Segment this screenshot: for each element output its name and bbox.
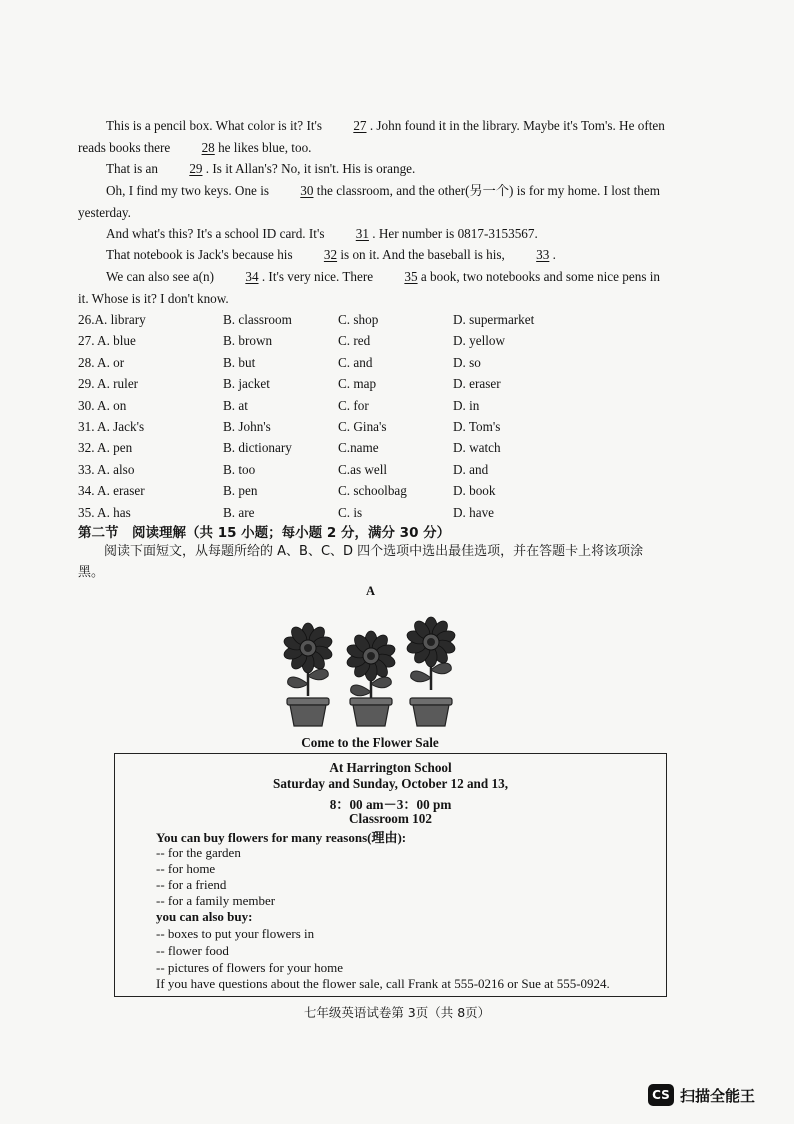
- option-d: D. so: [453, 354, 481, 370]
- option-c: C. is: [338, 504, 363, 520]
- also-buy-title: you can also buy:: [156, 909, 253, 924]
- option-a: 31. A. Jack's: [78, 418, 145, 434]
- option-d: D. watch: [453, 440, 501, 456]
- notice-room: Classroom 102: [349, 811, 432, 826]
- option-b: B. brown: [223, 333, 273, 349]
- also-buy-item: -- flower food: [156, 943, 229, 958]
- passage-label: A: [366, 584, 376, 598]
- passage-paragraph-5: That notebook is Jack's because his 32 is on it. And the baseball is his, 33 .: [78, 244, 668, 266]
- contact-line: If you have questions about the flower sale, call Frank at 555-0216 or Sue at 555-0924.: [156, 976, 610, 991]
- option-c: C. for: [338, 397, 369, 413]
- option-row: [78, 330, 678, 351]
- option-row: [78, 416, 678, 437]
- passage-paragraph-4: And what's this? It's a school ID card. It's 31 . Her number is 0817-3153567.: [78, 223, 668, 245]
- blank-29: 29: [189, 161, 203, 176]
- option-b: B. classroom: [223, 312, 292, 327]
- option-row: [78, 395, 678, 416]
- option-b: B. jacket: [223, 376, 270, 392]
- option-a: 29. A. ruler: [78, 376, 139, 392]
- option-d: D. eraser: [453, 376, 501, 392]
- option-row: [78, 480, 678, 501]
- cs-logo-icon: CS: [648, 1084, 674, 1106]
- section-instructions: 阅读下面短文，从每题所给的 A、B、C、D 四个选项中选出最佳选项，并在答题卡上将该项涂黑。: [78, 544, 644, 580]
- reason-item: -- for home: [156, 861, 216, 876]
- option-d: D. in: [453, 397, 480, 413]
- option-a: 33. A. also: [78, 461, 135, 477]
- option-b: B. but: [223, 354, 256, 370]
- blank-32: 32: [323, 247, 338, 262]
- answer-options: [78, 309, 678, 523]
- option-a: 30. A. on: [78, 397, 127, 413]
- passage-paragraph-2: That is an 29 . Is it Allan's? No, it isn't. His is orange.: [78, 158, 668, 180]
- option-c: C. schoolbag: [338, 483, 407, 499]
- option-a: 27. A. blue: [78, 333, 136, 349]
- option-c: C. shop: [338, 312, 379, 327]
- reason-item: -- for a friend: [156, 877, 227, 892]
- option-c: C. red: [338, 333, 371, 349]
- option-row: [78, 502, 678, 523]
- blank-31: 31: [355, 226, 369, 241]
- option-b: B. are: [223, 504, 255, 520]
- notice-school: At Harrington School: [329, 760, 452, 775]
- option-c: C. Gina's: [338, 418, 387, 434]
- also-buy-item: -- boxes to put your flowers in: [156, 926, 315, 941]
- option-row: [78, 373, 678, 394]
- scanner-watermark: [648, 1084, 755, 1106]
- flower-sale-notice: [114, 753, 667, 997]
- page-footer: 七年级英语试卷第 3页（共 8页）: [303, 1005, 491, 1020]
- option-row: [78, 459, 678, 480]
- option-d: D. book: [453, 483, 496, 499]
- option-c: C. and: [338, 354, 373, 370]
- option-c: C.as well: [338, 461, 388, 477]
- passage-paragraph-1: This is a pencil box. What color is it? It's 27 . John found it in the library. Maybe it's Tom's. He often reads books there 28 he likes blue, too.: [78, 115, 668, 158]
- option-d: D. and: [453, 461, 489, 477]
- blank-35: 35: [404, 269, 418, 284]
- option-d: D. Tom's: [453, 418, 501, 434]
- option-a: 32. A. pen: [78, 440, 133, 456]
- option-c: C. map: [338, 376, 377, 392]
- reason-item: -- for the garden: [156, 845, 241, 860]
- notice-dates: Saturday and Sunday, October 12 and 13,: [273, 776, 508, 791]
- blank-27: 27: [353, 118, 367, 133]
- blank-28: 28: [201, 139, 215, 155]
- option-row: [78, 309, 678, 330]
- blank-34: 34: [245, 269, 259, 284]
- option-b: B. dictionary: [223, 440, 292, 456]
- option-c: C.name: [338, 440, 379, 456]
- option-d: D. supermarket: [453, 312, 535, 327]
- reason-item: -- for a family member: [156, 893, 276, 908]
- option-a: 35. A. has: [78, 504, 131, 520]
- option-row: [78, 352, 678, 373]
- passage-paragraph-3: Oh, I find my two keys. One is 30 the classroom, and the other(另一个) is for my home. I lost them yesterday.: [78, 180, 668, 223]
- option-a: 28. A. or: [78, 354, 125, 370]
- option-b: B. at: [223, 397, 248, 413]
- option-b: B. John's: [223, 418, 271, 434]
- option-b: B. pen: [223, 483, 258, 499]
- blank-33: 33: [536, 247, 550, 262]
- option-d: D. yellow: [453, 333, 506, 349]
- reasons-title: You can buy flowers for many reasons(理由):: [156, 830, 407, 845]
- section-title: 第二节 阅读理解（共 15 小题；每小题 2 分，满分 30 分）: [78, 525, 451, 541]
- flower-pots-illustration: [274, 600, 470, 732]
- option-row: [78, 437, 678, 458]
- option-a: 26.A. library: [78, 312, 146, 327]
- blank-30: 30: [300, 183, 314, 198]
- option-b: B. too: [223, 461, 256, 477]
- option-a: 34. A. eraser: [78, 483, 145, 499]
- notice-time: 8：00 am－3：00 pm: [329, 797, 452, 812]
- scanner-app-name: 扫描全能王: [680, 1086, 756, 1105]
- option-d: D. have: [453, 504, 495, 520]
- also-buy-item: -- pictures of flowers for your home: [156, 960, 343, 975]
- passage-paragraph-6: We can also see a(n) 34 . It's very nice. There 35 a book, two notebooks and some nice pens in it. Whose is it? I don't know.: [78, 266, 668, 309]
- flower-sale-heading: Come to the Flower Sale: [301, 735, 439, 750]
